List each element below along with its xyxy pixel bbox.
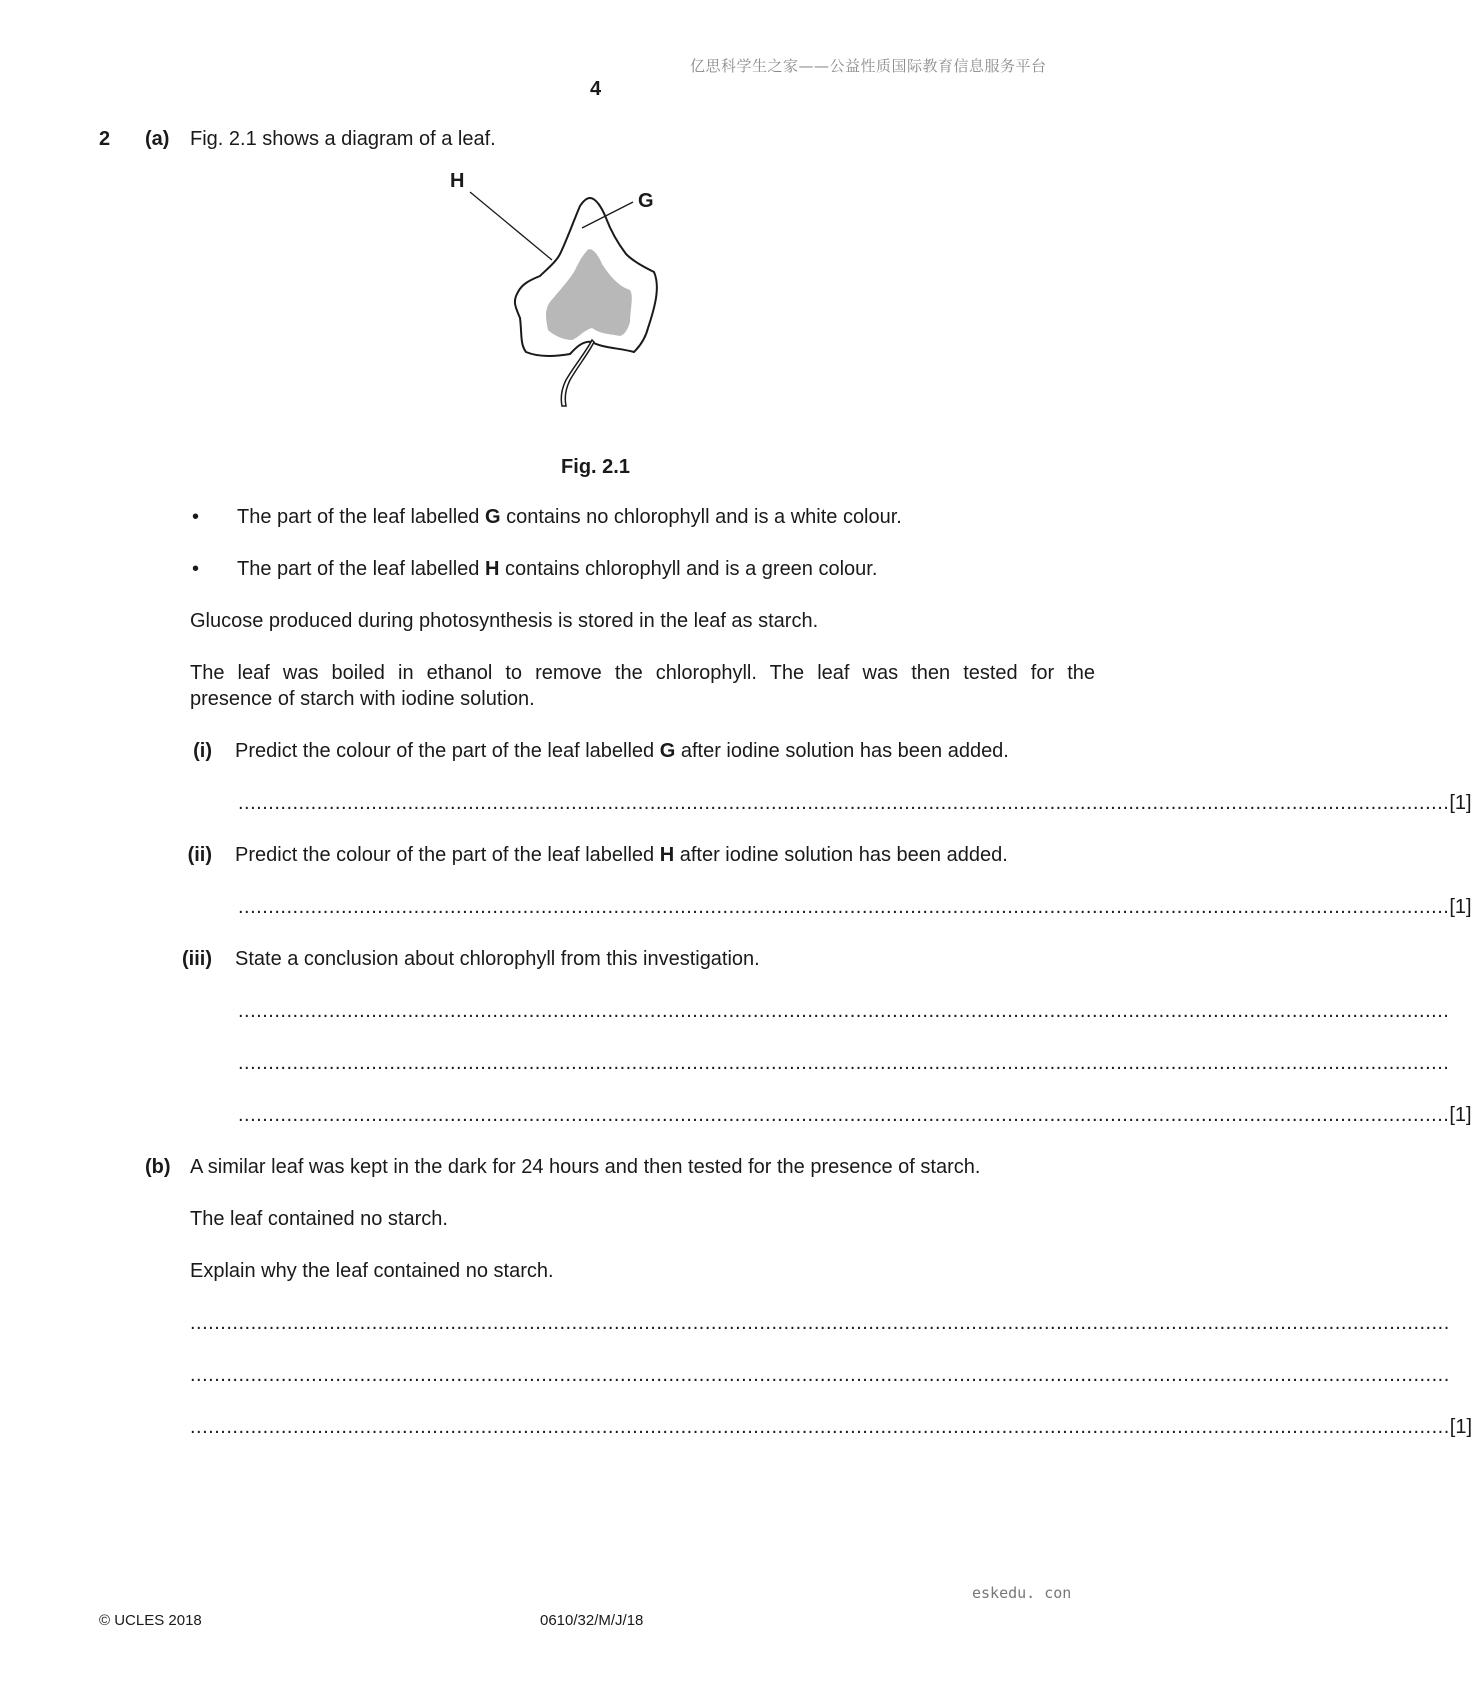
label-h: H	[450, 170, 465, 192]
sub-ii-bold: H	[659, 844, 675, 866]
leaf-figure	[450, 170, 710, 426]
bullet-h-post: contains chlorophyll and is a green colour.	[499, 558, 878, 580]
part-a-label: (a)	[145, 128, 170, 150]
answer-line-iii-1[interactable]: ........................................................................................................................................................................................................	[238, 1000, 1450, 1022]
site-watermark: eskedu. con	[972, 1584, 1072, 1602]
answer-line-b-1[interactable]: ................................................................................................................................................................................................................	[190, 1312, 1450, 1334]
sub-ii-question	[235, 844, 1008, 867]
answer-line-b-3[interactable]: ................................................................................................................................................................................................................ [1]	[190, 1416, 1472, 1438]
sub-i-post: after iodine solution has been added.	[675, 740, 1009, 762]
answer-line-i[interactable]: ........................................................................................................................................................................................................ [1]	[238, 792, 1472, 814]
sub-ii-label: (ii)	[187, 844, 212, 866]
label-line-h	[470, 192, 552, 260]
figure-caption: Fig. 2.1	[561, 456, 630, 478]
answer-line-iii-2[interactable]: ........................................................................................................................................................................................................	[238, 1052, 1450, 1074]
sub-iii-question: State a conclusion about chlorophyll from this investigation.	[235, 948, 760, 970]
part-b-line3: Explain why the leaf contained no starch.	[190, 1260, 554, 1282]
sub-iii-label: (iii)	[182, 948, 212, 970]
paragraph-ethanol-line2: presence of starch with iodine solution.	[190, 688, 535, 710]
answer-line-iii-3[interactable]: ........................................................................................................................................................................................................ [1]	[238, 1104, 1472, 1126]
bullet-g-bold: G	[484, 506, 501, 528]
mark-b: [1]	[1449, 1416, 1472, 1438]
bullet-h-pre: The part of the leaf labelled	[237, 558, 485, 580]
bullet-h-bold: H	[484, 558, 500, 580]
paragraph-ethanol-line1: The leaf was boiled in ethanol to remove the chlorophyll. The leaf was then tested for the	[190, 662, 1095, 684]
part-a-intro: Fig. 2.1 shows a diagram of a leaf.	[190, 128, 496, 150]
sub-ii-post: after iodine solution has been added.	[674, 844, 1008, 866]
answer-line-ii[interactable]: ........................................................................................................................................................................................................ [1]	[238, 896, 1472, 918]
part-b-line1: A similar leaf was kept in the dark for 24 hours and then tested for the presence of starch.	[190, 1156, 981, 1178]
mark-iii: [1]	[1449, 1104, 1472, 1126]
sub-i-pre: Predict the colour of the part of the leaf labelled	[235, 740, 660, 762]
sub-i-label: (i)	[193, 740, 212, 762]
leaf-diagram	[470, 176, 710, 426]
watermark: 亿思科学生之家——公益性质国际教育信息服务平台	[690, 57, 1047, 75]
sub-i-question	[235, 740, 1009, 763]
bullet-g-pre: The part of the leaf labelled	[237, 506, 485, 528]
copyright: © UCLES 2018	[99, 1612, 202, 1629]
mark-i: [1]	[1449, 792, 1472, 814]
answer-line-b-2[interactable]: ................................................................................................................................................................................................................	[190, 1364, 1450, 1386]
page-number: 4	[589, 78, 602, 100]
sub-i-bold: G	[659, 740, 676, 762]
part-b-label: (b)	[145, 1156, 171, 1178]
sub-ii-pre: Predict the colour of the part of the leaf labelled	[235, 844, 660, 866]
question-number: 2	[99, 128, 111, 150]
bullet-g-post: contains no chlorophyll and is a white colour.	[500, 506, 902, 528]
paper-code: 0610/32/M/J/18	[540, 1612, 644, 1629]
mark-ii: [1]	[1449, 896, 1472, 918]
part-b-line2: The leaf contained no starch.	[190, 1208, 448, 1230]
label-g: G	[638, 190, 654, 212]
paragraph-glucose: Glucose produced during photosynthesis is stored in the leaf as starch.	[190, 610, 819, 632]
